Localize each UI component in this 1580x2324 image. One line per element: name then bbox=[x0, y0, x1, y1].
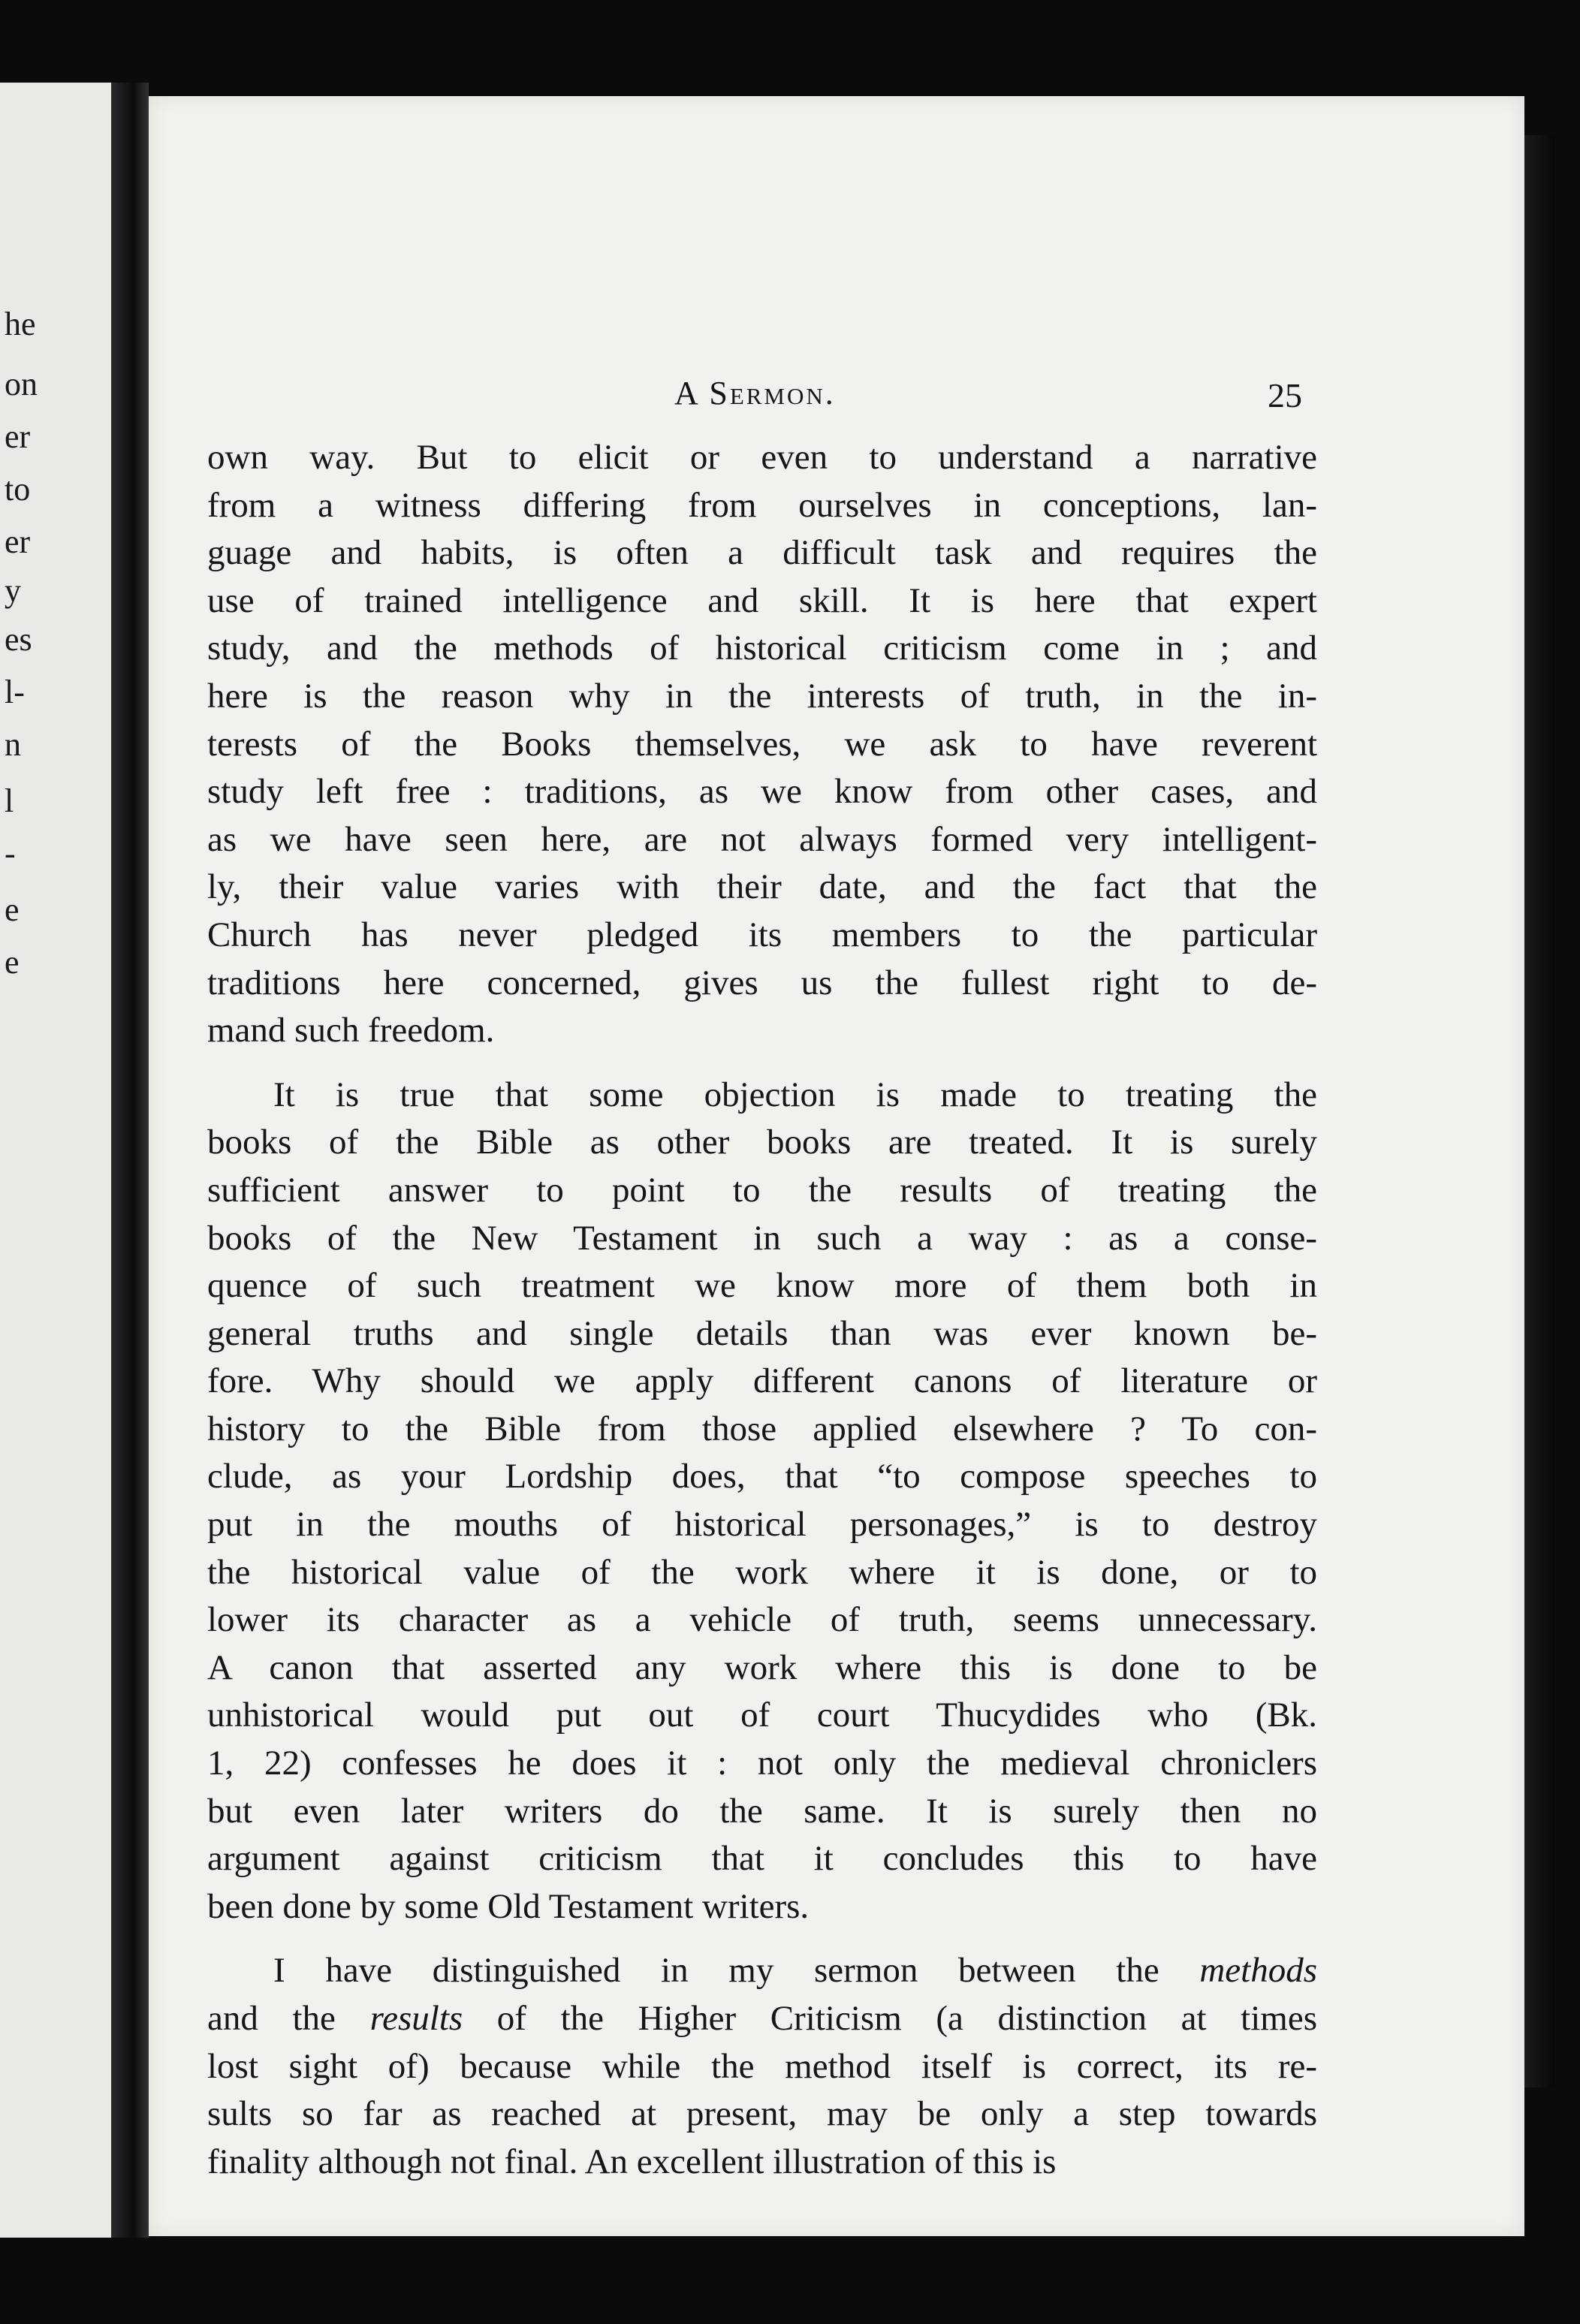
text-line: use of trained intelligence and skill. It is here that expert bbox=[207, 580, 1317, 620]
text-line: as we have seen here, are not always formed very intelligent- bbox=[207, 819, 1317, 859]
text-line: study, and the methods of historical criticism come in ; and bbox=[207, 628, 1317, 668]
left-page-fragment: l- bbox=[5, 674, 25, 710]
page-header bbox=[149, 374, 1524, 419]
text-line: study left free : traditions, as we know from other cases, and bbox=[207, 772, 1317, 812]
text-line: argument against criticism that it concludes this to have bbox=[207, 1839, 1317, 1879]
left-page-fragment: he bbox=[5, 306, 36, 342]
text-line: lost sight of) because while the method itself is correct, its re- bbox=[207, 2046, 1317, 2086]
left-page-fragment: l bbox=[5, 782, 14, 819]
italic-word: results bbox=[369, 1999, 463, 2038]
left-page-fragment: er bbox=[5, 418, 31, 455]
running-title: A Sermon. bbox=[674, 375, 836, 411]
page-number: 25 bbox=[1268, 376, 1302, 414]
text-line: lower its character as a vehicle of truth, seems unnecessary. bbox=[207, 1600, 1317, 1640]
paragraph bbox=[207, 1947, 1317, 2186]
text-line: traditions here concerned, gives us the fullest right to de- bbox=[207, 963, 1317, 1002]
text-line: It is true that some objection is made to treating the bbox=[273, 1075, 1317, 1114]
text-line: ly, their value varies with their date, and the fact that the bbox=[207, 867, 1317, 907]
paragraph-gap bbox=[207, 1055, 1317, 1072]
text-line: mand such freedom. bbox=[207, 1011, 495, 1050]
text-line: own way. But to elicit or even to understand a narrative bbox=[207, 438, 1317, 477]
text-line: history to the Bible from those applied elsewhere ? To con- bbox=[207, 1409, 1317, 1448]
text-line: and the results of the Higher Criticism (a distinction at times bbox=[207, 1999, 1317, 2038]
text-line: guage and habits, is often a difficult task and requires the bbox=[207, 533, 1317, 573]
text-line: terests of the Books themselves, we ask to have reverent bbox=[207, 724, 1317, 764]
text-line: finality although not final. An excellent illustration of this is bbox=[207, 2142, 1057, 2181]
text-line: 1, 22) confesses he does it : not only the medieval chroniclers bbox=[207, 1744, 1317, 1783]
text-line: books of the Bible as other books are treated. It is surely bbox=[207, 1123, 1317, 1162]
left-facing-page bbox=[0, 83, 111, 2238]
body-text bbox=[207, 434, 1317, 2186]
book-gutter bbox=[111, 83, 149, 2238]
paragraph-gap bbox=[207, 1931, 1317, 1947]
text-line: books of the New Testament in such a way : as a conse- bbox=[207, 1218, 1317, 1258]
text-line: unhistorical would put out of court Thucydides who (Bk. bbox=[207, 1696, 1317, 1735]
text-line: fore. Why should we apply different canons of literature or bbox=[207, 1361, 1317, 1401]
left-page-fragment: n bbox=[5, 726, 21, 763]
text-line: sufficient answer to point to the results of treating the bbox=[207, 1170, 1317, 1210]
text-line: sults so far as reached at present, may be only a step towards bbox=[207, 2094, 1317, 2134]
italic-word: methods bbox=[1199, 1951, 1317, 1991]
left-page-fragment: es bbox=[5, 621, 32, 658]
left-page-fragment: y bbox=[5, 572, 21, 609]
left-page-fragment: - bbox=[5, 835, 16, 872]
text-line: but even later writers do the same. It is surely then no bbox=[207, 1791, 1317, 1831]
text-line: from a witness differing from ourselves in conceptions, lan- bbox=[207, 485, 1317, 525]
paragraph bbox=[207, 1072, 1317, 1931]
text-line: put in the mouths of historical personages,” is to destroy bbox=[207, 1505, 1317, 1545]
left-page-fragment: to bbox=[5, 471, 31, 508]
paragraph bbox=[207, 434, 1317, 1055]
left-page-fragment: e bbox=[5, 891, 20, 928]
text-line: been done by some Old Testament writers. bbox=[207, 1886, 810, 1926]
text-line: here is the reason why in the interests of truth, in the in- bbox=[207, 676, 1317, 716]
page-edge-shadow bbox=[1524, 135, 1554, 2087]
text-line: A canon that asserted any work where this is done to be bbox=[207, 1647, 1317, 1687]
book-page bbox=[149, 96, 1524, 2236]
left-page-fragment: e bbox=[5, 944, 20, 981]
text-line: quence of such treatment we know more of them both in bbox=[207, 1266, 1317, 1306]
text-line: the historical value of the work where it is done, or to bbox=[207, 1552, 1317, 1592]
text-line: Church has never pledged its members to the particular bbox=[207, 915, 1317, 954]
text-line: clude, as your Lordship does, that “to compose speeches to bbox=[207, 1457, 1317, 1497]
text-line: general truths and single details than was ever known be- bbox=[207, 1313, 1317, 1353]
left-page-fragment: er bbox=[5, 523, 31, 560]
text-line: I have distinguished in my sermon between the methods bbox=[273, 1951, 1317, 1991]
left-page-fragment: on bbox=[5, 366, 38, 402]
